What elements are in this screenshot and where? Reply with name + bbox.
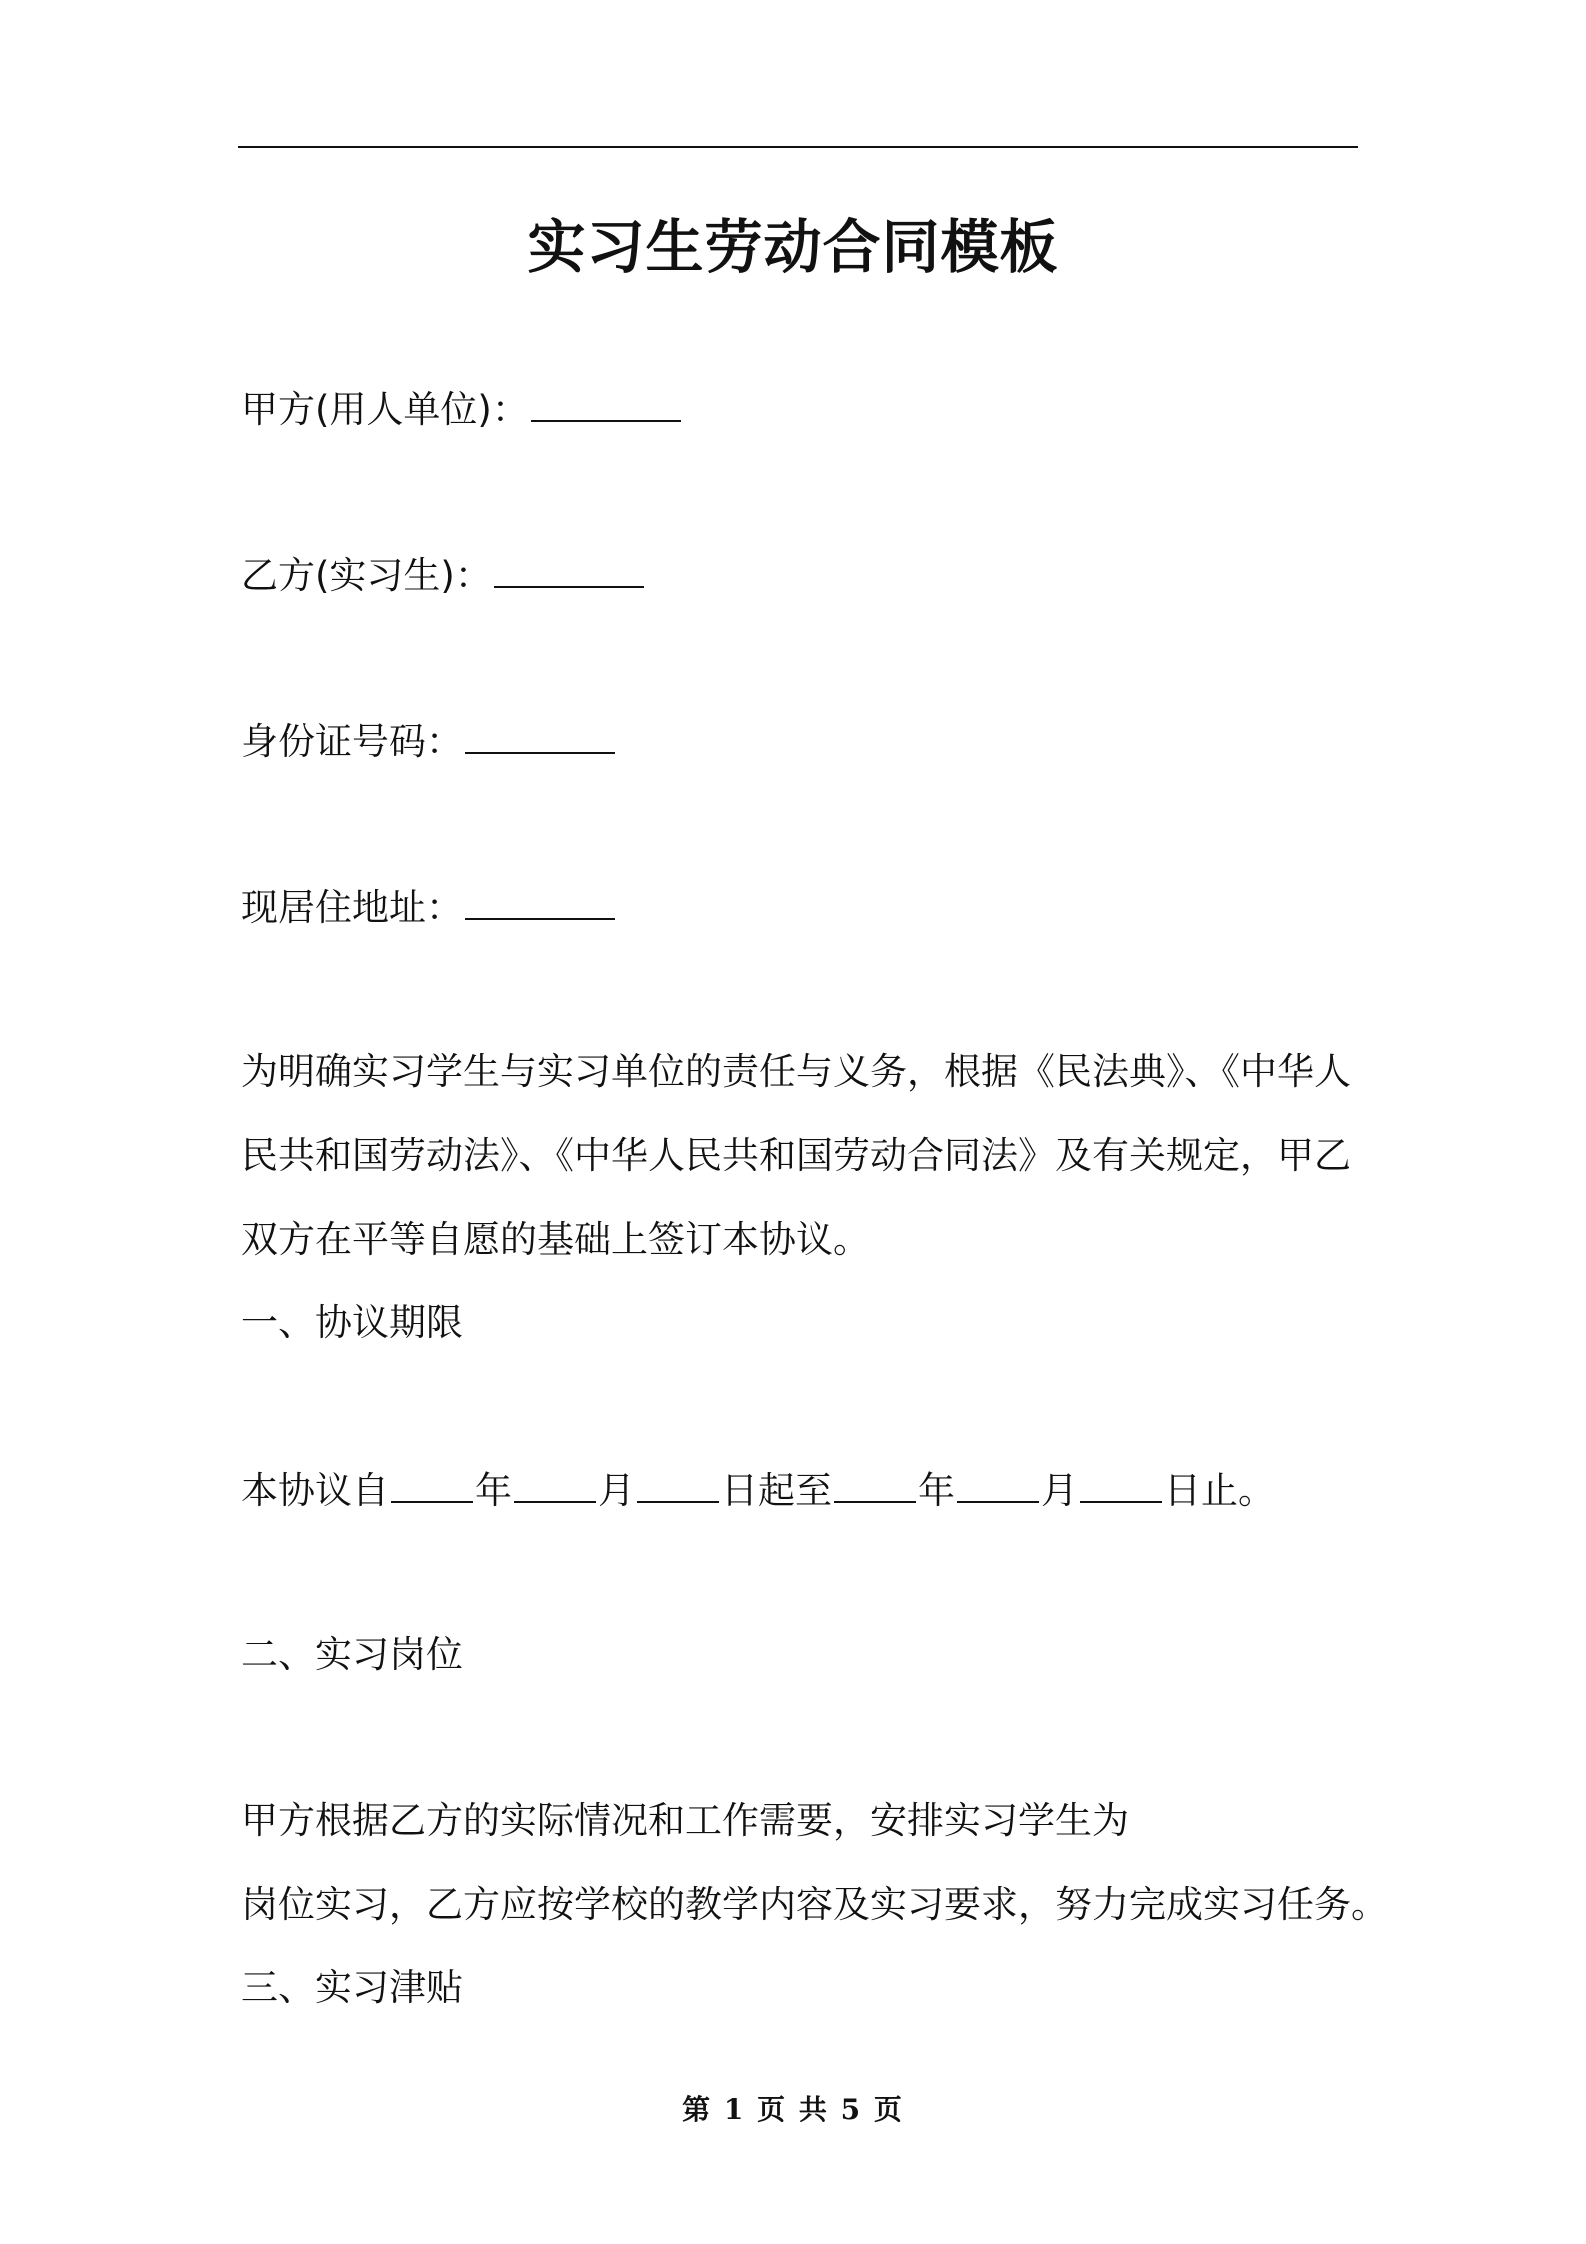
- party-b-field: [241, 550, 646, 600]
- end-year-blank[interactable]: [834, 1465, 916, 1503]
- start-day-label: 日起至: [721, 1469, 832, 1512]
- end-month-blank[interactable]: [957, 1465, 1039, 1503]
- party-b-blank[interactable]: [494, 550, 644, 588]
- intro-line-3: 双方在平等自愿的基础上签订本协议。: [241, 1218, 870, 1261]
- party-a-label: 甲方(用人单位)：: [241, 388, 529, 431]
- start-month-blank[interactable]: [514, 1465, 596, 1503]
- start-month-label: 月: [598, 1469, 635, 1512]
- end-month-label: 月: [1041, 1469, 1078, 1512]
- section-3-heading: 三、实习津贴: [241, 1966, 463, 2009]
- period-prefix: 本协议自: [241, 1469, 389, 1512]
- address-field: [241, 882, 617, 932]
- end-year-label: 年: [918, 1469, 955, 1512]
- start-year-label: 年: [475, 1469, 512, 1512]
- party-a-field: [241, 384, 683, 434]
- page-footer: 第 1 页 共 5 页: [682, 2093, 904, 2126]
- id-number-field: [241, 716, 617, 766]
- section-2-heading: 二、实习岗位: [241, 1633, 463, 1676]
- header-rule: [238, 146, 1358, 148]
- intro-line-1: 为明确实习学生与实习单位的责任与义务，根据《民法典》、《中华人: [241, 1050, 1351, 1093]
- end-day-label: 日止。: [1164, 1469, 1275, 1512]
- position-line-2: 岗位实习，乙方应按学校的教学内容及实习要求，努力完成实习任务。: [241, 1883, 1388, 1926]
- section-1-heading: 一、协议期限: [241, 1301, 463, 1344]
- party-b-label: 乙方(实习生)：: [241, 554, 492, 597]
- position-line-1: 甲方根据乙方的实际情况和工作需要，安排实习学生为: [241, 1799, 1129, 1842]
- agreement-period-line: [241, 1465, 1275, 1515]
- party-a-blank[interactable]: [531, 384, 681, 422]
- document-title: 实习生劳动合同模板: [527, 213, 1059, 281]
- address-label: 现居住地址：: [241, 886, 463, 929]
- id-number-blank[interactable]: [465, 716, 615, 754]
- start-day-blank[interactable]: [637, 1465, 719, 1503]
- start-year-blank[interactable]: [391, 1465, 473, 1503]
- address-blank[interactable]: [465, 882, 615, 920]
- id-number-label: 身份证号码：: [241, 720, 463, 763]
- intro-line-2: 民共和国劳动法》、《中华人民共和国劳动合同法》及有关规定，甲乙: [241, 1134, 1351, 1177]
- end-day-blank[interactable]: [1080, 1465, 1162, 1503]
